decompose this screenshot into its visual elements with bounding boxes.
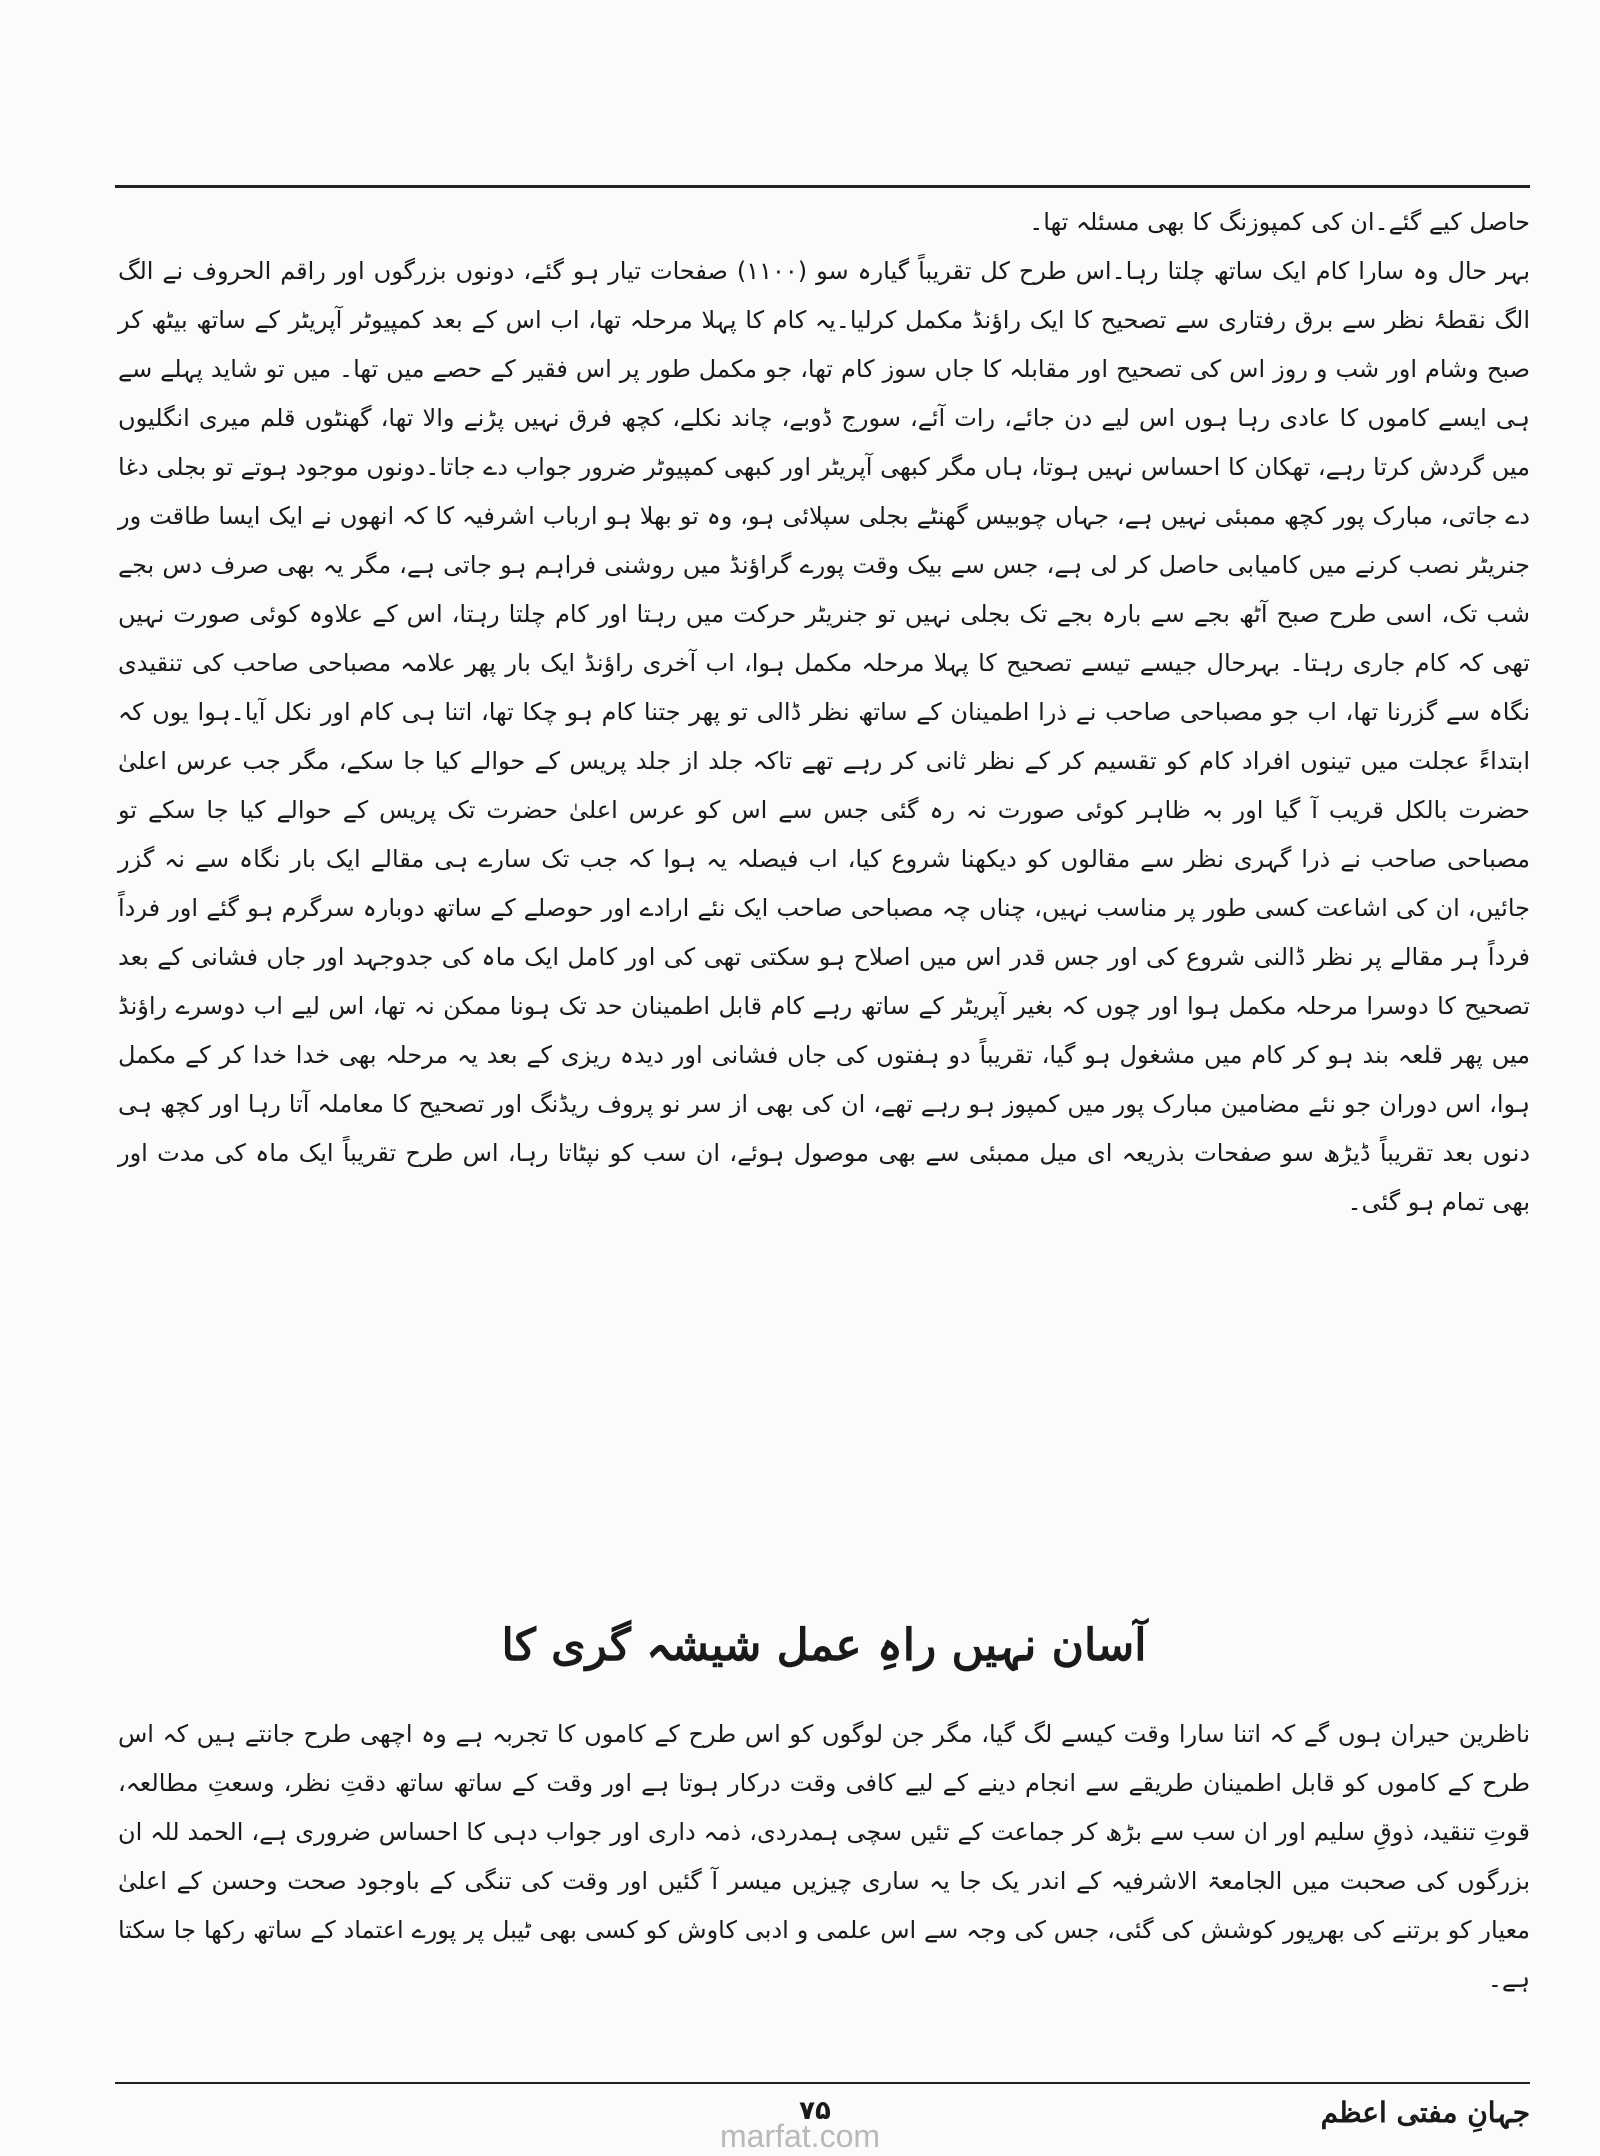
book-title: جہانِ مفتی اعظم [1320,2096,1530,2129]
watermark: marfat.com [719,2118,881,2154]
bottom-divider [115,2082,1530,2084]
paragraph: حاصل کیے گئے۔ان کی کمپوزنگ کا بھی مسئلہ تھا۔ [1029,208,1530,236]
page-number: ۷۵ [799,2096,831,2126]
body-text-bottom [118,1710,1530,2004]
top-divider [115,185,1530,188]
paragraph: بہر حال وہ سارا کام ایک ساتھ چلتا رہا۔اس طرح کل تقریباً گیارہ سو (۱۱۰۰) صفحات تیار ہو گئے، دونوں بزرگوں اور راقم الحروف نے الگ الگ نقطۂ نظر سے برق رفتاری سے تصحیح کا ایک راؤنڈ مکمل کرلیا۔یہ کام کا پہلا مرحلہ تھا، اب اس کے بعد کمپیوٹر آپریٹر کے ساتھ بیٹھ کر صبح وشام اور شب و روز اس کی تصحیح اور مقابلہ کا جاں سوز کام تھا، جو مکمل طور پر اس فقیر کے حصے میں تھا۔ میں تو شاید پہلے سے ہی ایسے کاموں کا عادی رہا ہوں اس لیے دن جائے، رات آئے، سورج ڈوبے، چاند نکلے، کچھ فرق نہیں پڑنے والا تھا، گھنٹوں قلم میری انگلیوں میں گردش کرتا رہے، تھکان کا احساس نہیں ہوتا، ہاں مگر کبھی آپریٹر اور کبھی کمپیوٹر ضرور جواب دے جاتا۔دونوں موجود ہوتے تو بجلی دغا دے جاتی، مبارک پور کچھ ممبئی نہیں ہے، جہاں چوبیس گھنٹے بجلی سپلائی ہو، وہ تو بھلا ہو ارباب اشرفیہ کا کہ انھوں نے ایک ایسا طاقت ور جنریٹر نصب کرنے میں کامیابی حاصل کر لی ہے، جس سے بیک وقت پورے گراؤنڈ میں روشنی فراہم ہو جاتی ہے، مگر یہ بھی صرف دس بجے شب تک، اسی طرح صبح آٹھ بجے سے بارہ بجے تک بجلی نہیں تو جنریٹر حرکت میں رہتا اور کام چلتا رہتا، اس کے علاوہ کوئی صورت نہیں تھی کہ کام جاری رہتا۔ بہرحال جیسے تیسے تصحیح کا پہلا مرحلہ مکمل ہوا، اب آخری راؤنڈ ایک بار پھر علامہ مصباحی صاحب کی تنقیدی نگاہ سے گزرنا تھا، اب جو مصباحی صاحب نے ذرا اطمینان کے ساتھ نظر ڈالی تو پھر جتنا کام ہو چکا تھا، اتنا ہی کام اور نکل آیا۔ہوا یوں کہ ابتداءً عجلت میں تینوں افراد کام کو تقسیم کر کے نظر ثانی کر رہے تھے تاکہ جلد از جلد پریس کے حوالے کیا جا سکے، مگر جب عرس اعلیٰ حضرت بالکل قریب آ گیا اور بہ ظاہر کوئی صورت نہ رہ گئی جس سے اس کو عرس اعلیٰ حضرت تک پریس کے حوالے کیا جا سکے تو مصباحی صاحب نے ذرا گہری نظر سے مقالوں کو دیکھنا شروع کیا، اب فیصلہ یہ ہوا کہ جب تک سارے ہی مقالے ایک بار نگاہ سے نہ گزر جائیں، ان کی اشاعت کسی طور پر مناسب نہیں، چناں چہ مصباحی صاحب ایک نئے ارادے اور حوصلے کے ساتھ دوبارہ سرگرم ہو گئے اور فرداً فرداً ہر مقالے پر نظر ڈالنی شروع کی اور جس قدر اس میں اصلاح ہو سکتی تھی کی اور کامل ایک ماہ کی جدوجہد اور جاں فشانی کے بعد تصحیح کا دوسرا مرحلہ مکمل ہوا اور چوں کہ بغیر آپریٹر کے ساتھ رہے کام قابل اطمینان حد تک ہونا ممکن نہ تھا، اس لیے اب دوسرے راؤنڈ میں پھر قلعہ بند ہو کر کام میں مشغول ہو گیا، تقریباً دو ہفتوں کی جاں فشانی اور دیدہ ریزی کے بعد یہ مرحلہ بھی خدا خدا کر کے مکمل ہوا، اس دوران جو نئے مضامین مبارک پور میں کمپوز ہو رہے تھے، ان کی بھی از سر نو پروف ریڈنگ اور تصحیح کا معاملہ آتا رہا اور کچھ ہی دنوں بعد تقریباً ڈیڑھ سو صفحات بذریعہ ای میل ممبئی سے بھی موصول ہوئے، ان سب کو نپٹاتا رہا، اس طرح تقریباً ایک ماہ کی مدت اور بھی تمام ہو گئی۔ [118,257,1531,1216]
paragraph: ناظرین حیران ہوں گے کہ اتنا سارا وقت کیسے لگ گیا، مگر جن لوگوں کو اس طرح کے کاموں کا تجربہ ہے وہ اچھی طرح جانتے ہیں کہ اس طرح کے کاموں کو قابل اطمینان طریقے سے انجام دینے کے لیے کافی وقت درکار ہوتا ہے اور وقت کے ساتھ ساتھ دقتِ نظر، وسعتِ مطالعہ، قوتِ تنقید، ذوقِ سلیم اور ان سب سے بڑھ کر جماعت کے تئیں سچی ہمدردی، ذمہ داری اور جواب دہی کا احساس ضروری ہے، الحمد للہ ان بزرگوں کی صحبت میں الجامعۃ الاشرفیہ کے اندر یک جا یہ ساری چیزیں میسر آ گئیں اور وقت کی تنگی کے باوجود صحت وحسن کے اعلیٰ معیار کو برتنے کی بھرپور کوشش کی گئی، جس کی وجہ سے اس علمی و ادبی کاوش کو کسی بھی ٹیبل پر پورے اعتماد کے ساتھ رکھا جا سکتا ہے۔ [118,1720,1530,1993]
section-heading: آسان نہیں راہِ عمل شیشہ گری کا [501,1620,1147,1671]
body-text-top [118,198,1530,1227]
